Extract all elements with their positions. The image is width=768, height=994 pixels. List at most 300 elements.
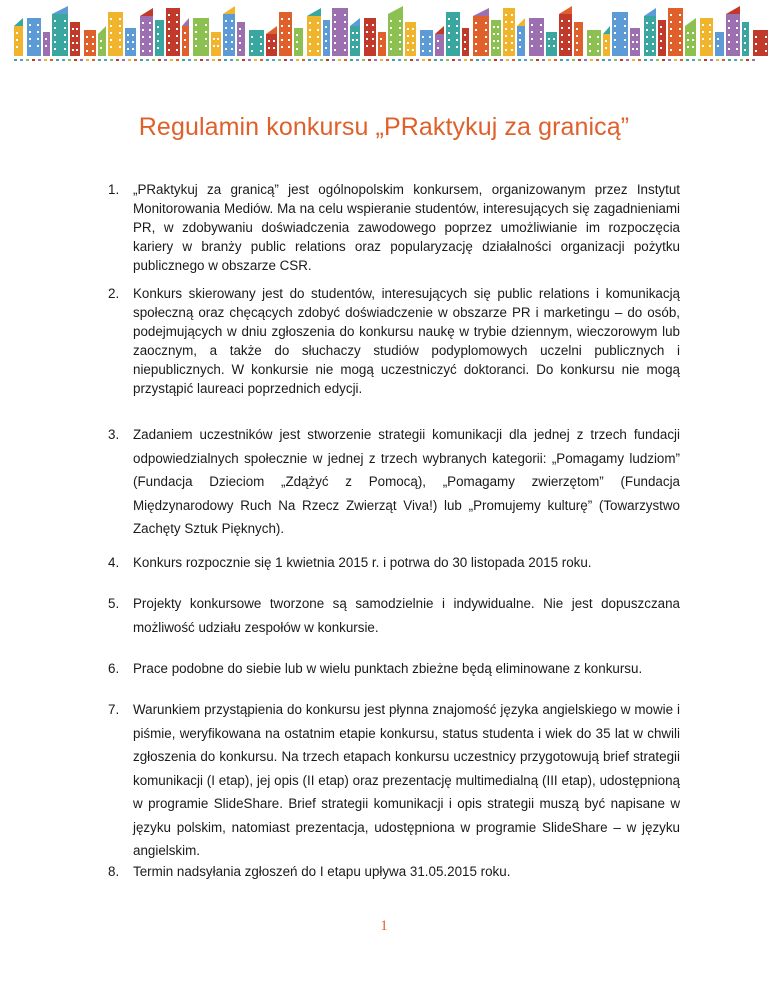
skyline-window [568,20,570,22]
skyline-ground-dot [668,59,671,61]
rule-item [108,659,680,678]
skyline-ground-dot [590,59,593,61]
skyline-window [132,41,134,43]
skyline-window [110,32,112,34]
skyline-window [456,39,458,41]
skyline-window [576,28,578,30]
skyline-ground-dot [164,59,167,61]
skyline-window [157,26,159,28]
skyline-window [325,26,327,28]
skyline-window [184,46,186,48]
skyline-ground-dot [296,59,299,61]
rule-item [108,862,680,881]
skyline-window [239,28,241,30]
skyline-window [309,36,311,38]
skyline-window [568,48,570,50]
skyline-window [205,45,207,47]
skyline-building [658,20,666,56]
rule-text: Zadaniem uczestników jest stworzenie strategii komunikacji dla jednej z trzech fundacji odpowiedzialnych społecznie w jednej z trzech wybranych kategorii: „Pomagamy ludziom” (Fundacja Dzieciom „Zdążyć z Pomocą), „Pomagamy zwierzętom” (Fundacja Międzynarodowy Ruch Na Rzecz Zwierząt Viva!) lub „Promujemy kulturę” (Towarzystwo Zachęty Sztuk Pięknych). [133,427,680,536]
skyline-ground-dot [80,59,83,61]
city-skyline-banner [0,0,768,70]
skyline-roof [726,6,740,14]
skyline-ground-dot [536,59,539,61]
skyline-ground-dot [452,59,455,61]
skyline-window [519,46,521,48]
skyline-window [597,36,599,38]
skyline-window [45,38,47,40]
skyline-window [456,18,458,20]
skyline-window [728,34,730,36]
skyline-roof [559,6,572,14]
skyline-window [132,34,134,36]
skyline-window [485,43,487,45]
skyline-ground-dot [632,59,635,61]
rule-item [108,423,680,541]
skyline-window [709,31,711,33]
skyline-window [76,49,78,51]
skyline-window [352,32,354,34]
skyline-window [45,45,47,47]
skyline-window [64,34,66,36]
skyline-window [76,42,78,44]
skyline-ground-dot [710,59,713,61]
skyline-window [317,50,319,52]
rule-text: Warunkiem przystąpienia do konkursu jest płynna znajomość języka angielskiego w mowie i piśmie, weryfikowana na ostatnim etapie konkursu, status studenta i wiek do 35 lat w chwili zgłoszenia do konkursu. Na trzech etapach konkursu uczestnicy przygotowują brief strategii komunikacji (I etap), jej opis (II etap) oraz prezentację multimedialną (III etap), udostępnioną w programie SlideShare. Brief strategii komunikacji i opis strategii muszą być napisane w języku polskim, natomiast prezentacja, udostępniona w programie SlideShare – w języku angielskim. [133,702,680,858]
skyline-ground-dot [410,59,413,61]
skyline-window [390,34,392,36]
skyline-ground-dot [272,59,275,61]
skyline-ground-dot [608,59,611,61]
skyline-roof [52,6,68,14]
skyline-window [728,20,730,22]
skyline-window [356,39,358,41]
skyline-ground-dot [350,59,353,61]
skyline-ground-dot [398,59,401,61]
skyline-building [700,18,713,56]
skyline-window [485,50,487,52]
skyline-ground-dot [368,59,371,61]
skyline-ground-dot [572,59,575,61]
skyline-window [64,27,66,29]
skyline-roof [182,18,189,26]
skyline-window [540,24,542,26]
skyline-building [546,32,557,56]
skyline-window [168,21,170,23]
skyline-window [624,25,626,27]
skyline-window [407,35,409,37]
skyline-roof [14,18,23,26]
skyline-ground-dot [188,59,191,61]
skyline-window [636,48,638,50]
skyline-window [553,45,555,47]
skyline-ground-dot [482,59,485,61]
skyline-window [464,41,466,43]
skyline-building [420,30,433,56]
skyline-window [614,18,616,20]
skyline-ground-dot [506,59,509,61]
skyline-window [407,42,409,44]
skyline-window [37,45,39,47]
skyline-window [553,38,555,40]
skyline-window [213,38,215,40]
skyline-ground-dot [656,59,659,61]
skyline-roof [223,6,235,14]
skyline-window [493,40,495,42]
skyline-ground-dot [380,59,383,61]
skyline-window [561,41,563,43]
skyline-window [670,21,672,23]
skyline-window [344,49,346,51]
skyline-window [213,45,215,47]
skyline-roof [685,18,696,26]
skyline-window [149,29,151,31]
skyline-window [37,24,39,26]
skyline-window [325,40,327,42]
rule-number: 6. [108,661,120,676]
skyline-window [717,38,719,40]
skyline-window [652,36,654,38]
skyline-window [765,36,767,38]
rule-number: 1. [108,182,120,197]
skyline-window [679,49,681,51]
skyline-building [266,34,277,56]
skyline-window [344,14,346,16]
skyline-building [43,32,50,56]
skyline-window [531,38,533,40]
skyline-window [100,40,102,42]
skyline-window [493,33,495,35]
skyline-window [646,43,648,45]
skyline-window [29,38,31,40]
skyline-window [29,45,31,47]
skyline-ground-dot [530,59,533,61]
skyline-window [168,28,170,30]
skyline-ground-dot [86,59,89,61]
skyline-window [176,14,178,16]
skyline-window [251,50,253,52]
skyline-ground-dot [548,59,551,61]
skyline-window [429,36,431,38]
rule-text: Prace podobne do siebie lub w wielu punktach zbieżne będą eliminowane z konkursu. [133,661,643,676]
skyline-window [225,34,227,36]
skyline-window [448,46,450,48]
skyline-window [344,35,346,37]
rule-number: 2. [108,286,120,301]
rule-text: Termin nadsyłania zgłoszeń do I etapu upływa 31.05.2015 roku. [133,864,511,879]
skyline-window [168,14,170,16]
skyline-ground-dot [374,59,377,61]
skyline-window [309,22,311,24]
skyline-window [110,46,112,48]
skyline-window [334,42,336,44]
skyline-window [736,48,738,50]
skyline-window [632,41,634,43]
skyline-window [437,47,439,49]
skyline-building [211,32,221,56]
skyline-window [448,18,450,20]
skyline-ground-dot [254,59,257,61]
skyline-ground-dot [134,59,137,61]
skyline-window [37,38,39,40]
skyline-ground-dot [716,59,719,61]
skyline-roof [388,6,403,14]
skyline-window [456,32,458,34]
skyline-ground-dot [182,59,185,61]
skyline-window [660,26,662,28]
skyline-ground-dot [578,59,581,61]
skyline-window [702,38,704,40]
skyline-window [597,43,599,45]
skyline-window [407,49,409,51]
skyline-window [576,49,578,51]
skyline-window [407,28,409,30]
skyline-window [692,32,694,34]
skyline-ground-dot [614,59,617,61]
skyline-window [485,29,487,31]
skyline-window [64,48,66,50]
skyline-window [728,48,730,50]
skyline-window [755,36,757,38]
skyline-window [64,41,66,43]
skyline-window [687,46,689,48]
skyline-window [184,32,186,34]
skyline-window [412,49,414,51]
skyline-window [317,36,319,38]
skyline-window [239,49,241,51]
skyline-ground-dot [596,59,599,61]
skyline-ground-dot [680,59,683,61]
skyline-window [505,42,507,44]
skyline-window [356,46,358,48]
skyline-window [448,39,450,41]
skyline-ground-dot [566,59,569,61]
skyline-window [568,41,570,43]
skyline-window [692,46,694,48]
skyline-window [168,35,170,37]
skyline-window [687,39,689,41]
skyline-window [380,38,382,40]
skyline-window [325,47,327,49]
skyline-window [54,41,56,43]
skyline-window [605,47,607,49]
skyline-ground-dot [44,59,47,61]
skyline-window [728,41,730,43]
skyline-window [511,14,513,16]
skyline-window [288,39,290,41]
rule-text: Projekty konkursowe tworzone są samodzielnie i indywidualne. Nie jest dopuszczana możliwość udziału zespołów w konkursie. [133,596,680,635]
skyline-ground-dot [428,59,431,61]
skyline-building [155,20,164,56]
skyline-window [225,41,227,43]
skyline-ground-dot [494,59,497,61]
skyline-window [660,47,662,49]
skyline-window [728,27,730,29]
skyline-window [519,32,521,34]
skyline-window [505,21,507,23]
skyline-window [636,34,638,36]
skyline-window [390,41,392,43]
skyline-window [157,40,159,42]
skyline-roof [517,18,525,26]
skyline-ground-dot [320,59,323,61]
skyline-ground-dot [302,59,305,61]
skyline-window [54,34,56,36]
skyline-ground-dot [704,59,707,61]
skyline-ground-dot [56,59,59,61]
rule-number: 8. [108,864,120,879]
skyline-building [685,26,696,56]
skyline-window [288,25,290,27]
skyline-window [92,43,94,45]
skyline-window [205,38,207,40]
skyline-building [435,34,444,56]
skyline-ground-dot [722,59,725,61]
skyline-ground-dot [50,59,53,61]
skyline-ground-dot [644,59,647,61]
skyline-ground-dot [422,59,425,61]
skyline-ground-dot [746,59,749,61]
skyline-window [184,39,186,41]
skyline-window [448,32,450,34]
skyline-ground-dot [674,59,677,61]
skyline-window [736,34,738,36]
skyline-window [475,43,477,45]
skyline-ground-dot [290,59,293,61]
skyline-window [589,36,591,38]
skyline-window [632,34,634,36]
skyline-window [334,14,336,16]
skyline-window [142,43,144,45]
skyline-roof [98,26,106,34]
skyline-ground-dot [740,59,743,61]
skyline-window [16,39,18,41]
skyline-ground-dot [752,59,755,61]
skyline-window [325,33,327,35]
skyline-window [195,24,197,26]
skyline-ground-dot [518,59,521,61]
skyline-window [281,39,283,41]
skyline-window [296,34,298,36]
skyline-window [195,31,197,33]
skyline-ground-dot [122,59,125,61]
skyline-ground-dot [230,59,233,61]
rule-item [108,284,680,398]
skyline-ground-dot [356,59,359,61]
skyline-ground-dot [284,59,287,61]
skyline-ground-dot [338,59,341,61]
skyline-window [717,45,719,47]
skyline-ground-dot [470,59,473,61]
skyline-window [511,42,513,44]
skyline-ground-dot [92,59,95,61]
skyline-window [456,25,458,27]
skyline-window [157,47,159,49]
skyline-window [119,32,121,34]
skyline-window [632,48,634,50]
skyline-ground-dot [110,59,113,61]
skyline-window [132,48,134,50]
skyline-window [692,39,694,41]
skyline-building [715,32,724,56]
skyline-building [503,8,515,56]
skyline-window [422,36,424,38]
skyline-roof [140,8,153,16]
skyline-roof [350,18,360,26]
skyline-window [76,35,78,37]
skyline-window [86,43,88,45]
skyline-window [372,31,374,33]
skyline-building [223,14,235,56]
rule-text: „PRaktykuj za granicą” jest ogólnopolskim konkursem, organizowanym przez Instytut Monitorowania Mediów. Ma na celu wspieranie studentów, interesujących się zagadnieniami PR, w zdobywaniu doświadczenia zawodowego poprzez umożliwianie im rozpoczęcia kariery w branży public relations oraz popularyzację działalności organizacji pożytku publicznego w obszarze CSR. [133,182,680,273]
skyline-window [268,47,270,49]
skyline-window [390,20,392,22]
skyline-window [168,42,170,44]
skyline-window [679,21,681,23]
skyline-building [14,26,23,56]
skyline-window [561,27,563,29]
rule-number: 5. [108,596,120,611]
skyline-window [231,48,233,50]
skyline-window [448,25,450,27]
skyline-window [670,35,672,37]
skyline-window [399,48,401,50]
skyline-window [519,39,521,41]
skyline-window [37,31,39,33]
rule-number: 7. [108,702,120,717]
skyline-window [309,43,311,45]
skyline-ground-dot [128,59,131,61]
skyline-window [352,39,354,41]
skyline-window [54,27,56,29]
skyline-ground-dot [212,59,215,61]
skyline-window [561,48,563,50]
rule-item [108,180,680,275]
skyline-ground-dot [248,59,251,61]
skyline-window [399,41,401,43]
skyline-window [652,29,654,31]
skyline-ground-dot [602,59,605,61]
skyline-window [497,26,499,28]
skyline-window [260,36,262,38]
skyline-ground-dot [512,59,515,61]
skyline-building [405,22,416,56]
skyline-window [372,45,374,47]
skyline-ground-dot [104,59,107,61]
skyline-window [614,46,616,48]
skyline-window [497,33,499,35]
skyline-window [568,27,570,29]
skyline-window [412,28,414,30]
skyline-window [505,28,507,30]
skyline-window [548,45,550,47]
skyline-window [497,47,499,49]
skyline-window [72,35,74,37]
skyline-window [366,45,368,47]
skyline-ground-dot [260,59,263,61]
skyline-ground-dot [146,59,149,61]
skyline-window [260,43,262,45]
skyline-window [72,49,74,51]
skyline-window [736,20,738,22]
skyline-window [309,29,311,31]
skyline-window [624,39,626,41]
skyline-window [531,45,533,47]
skyline-window [505,49,507,51]
skyline-window [72,42,74,44]
skyline-ground-dot [686,59,689,61]
skyline-window [660,33,662,35]
skyline-window [755,50,757,52]
